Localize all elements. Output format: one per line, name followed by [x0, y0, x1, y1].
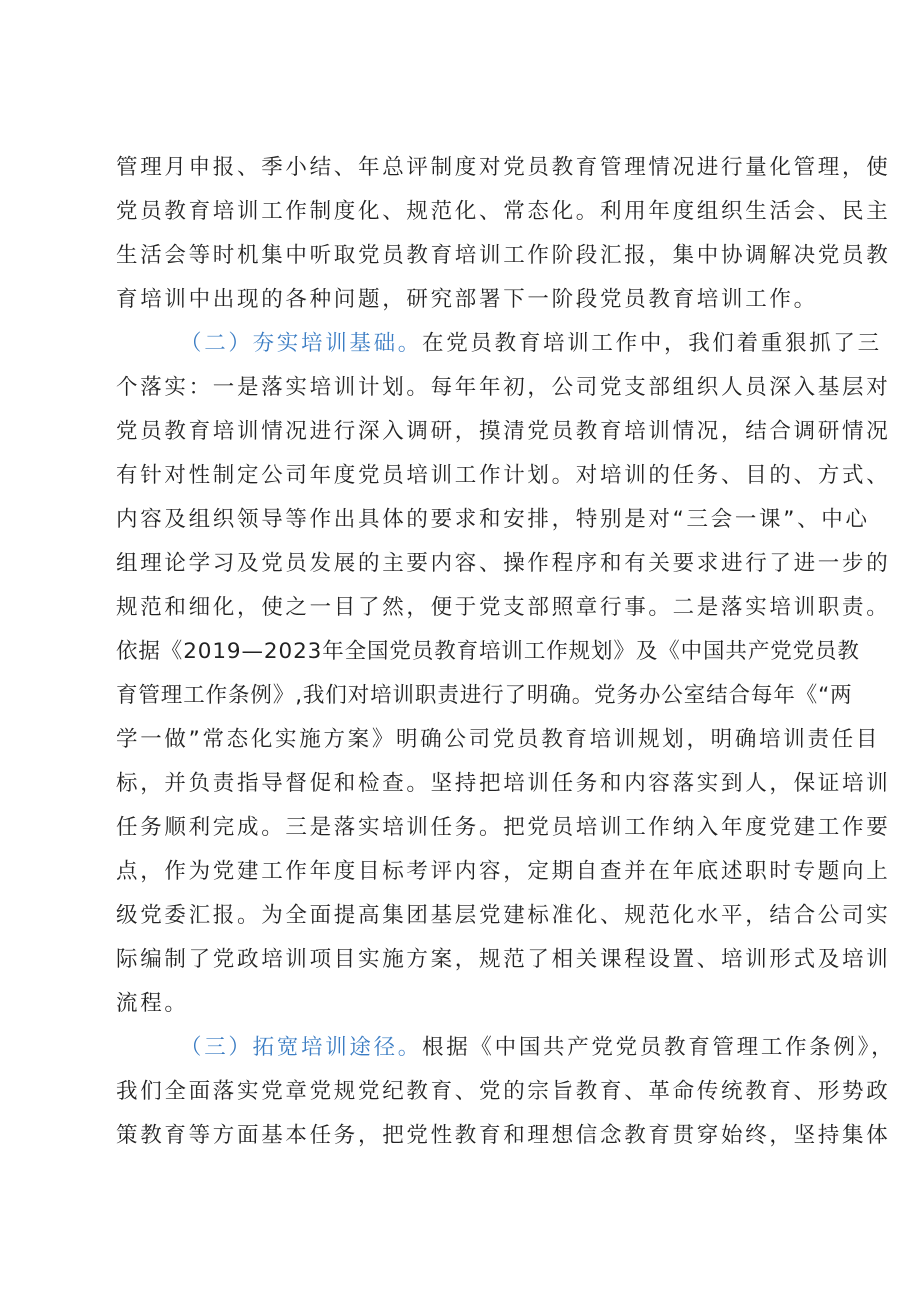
paragraph-line: 党员教育培训情况进行深入调研，摸清党员教育培训情况，结合调研情况: [116, 419, 891, 444]
paragraph-line: 规范和细化，使之一目了然，便于党支部照章行事。二是落实培训职责。: [116, 595, 891, 620]
paragraph-line: 学一做”常态化实施方案》明确公司党员教育培训规划，明确培训责任目: [116, 727, 881, 752]
paragraph-line: 策教育等方面基本任务，把党性教育和理想信念教育贯穿始终，坚持集体: [116, 1123, 891, 1148]
paragraph-first-line: [180, 1026, 896, 1070]
paragraph-line: 级党委汇报。为全面提高集团基层党建标准化、规范化水平，结合公司实: [116, 903, 891, 928]
paragraph-line: 依据《2019—2023年全国党员教育培训工作规划》及《中国共产党党员教: [116, 639, 860, 664]
paragraph-text: 在党员教育培训工作中，我们着重狠抓了三: [422, 331, 882, 356]
section-heading: （二）夯实培训基础。: [180, 331, 423, 356]
paragraph-line: 组理论学习及党员发展的主要内容、操作程序和有关要求进行了进一步的: [116, 551, 891, 576]
paragraph-line: 任务顺利完成。三是落实培训任务。把党员培训工作纳入年度党建工作要: [116, 815, 891, 840]
paragraph-line: 有针对性制定公司年度党员培训工作计划。对培训的任务、目的、方式、: [116, 463, 891, 488]
paragraph-line: 内容及组织领导等作出具体的要求和安排，特别是对“三会一课”、中心: [116, 507, 870, 532]
paragraph-text: 根据《中国共产党党员教育管理工作条例》，: [422, 1035, 896, 1060]
section-heading: （三）拓宽培训途径。: [180, 1035, 423, 1060]
paragraph-line: 育管理工作条例》,我们对培训职责进行了明确。党务办公室结合每年《“两: [116, 683, 853, 708]
paragraph-line: 育培训中出现的各种问题，研究部署下一阶段党员教育培训工作。: [116, 287, 818, 312]
paragraph-line: 生活会等时机集中听取党员教育培训工作阶段汇报，集中协调解决党员教: [116, 243, 891, 268]
paragraph-line: 流程。: [116, 991, 189, 1016]
paragraph-line: 管理月申报、季小结、年总评制度对党员教育管理情况进行量化管理，使: [116, 155, 891, 180]
paragraph-line: 际编制了党政培训项目实施方案，规范了相关课程设置、培训形式及培训: [116, 947, 891, 972]
paragraph-line: 我们全面落实党章党规党纪教育、党的宗旨教育、革命传统教育、形势政: [116, 1079, 891, 1104]
paragraph-first-line: [180, 322, 882, 366]
paragraph-line: 党员教育培训工作制度化、规范化、常态化。利用年度组织生活会、民主: [116, 199, 891, 224]
paragraph-line: 标，并负责指导督促和检查。坚持把培训任务和内容落实到人，保证培训: [116, 771, 891, 796]
paragraph-line: 点，作为党建工作年度目标考评内容，定期自查并在年底述职时专题向上: [116, 859, 891, 884]
paragraph-line: 个落实：一是落实培训计划。每年年初，公司党支部组织人员深入基层对: [116, 375, 891, 400]
